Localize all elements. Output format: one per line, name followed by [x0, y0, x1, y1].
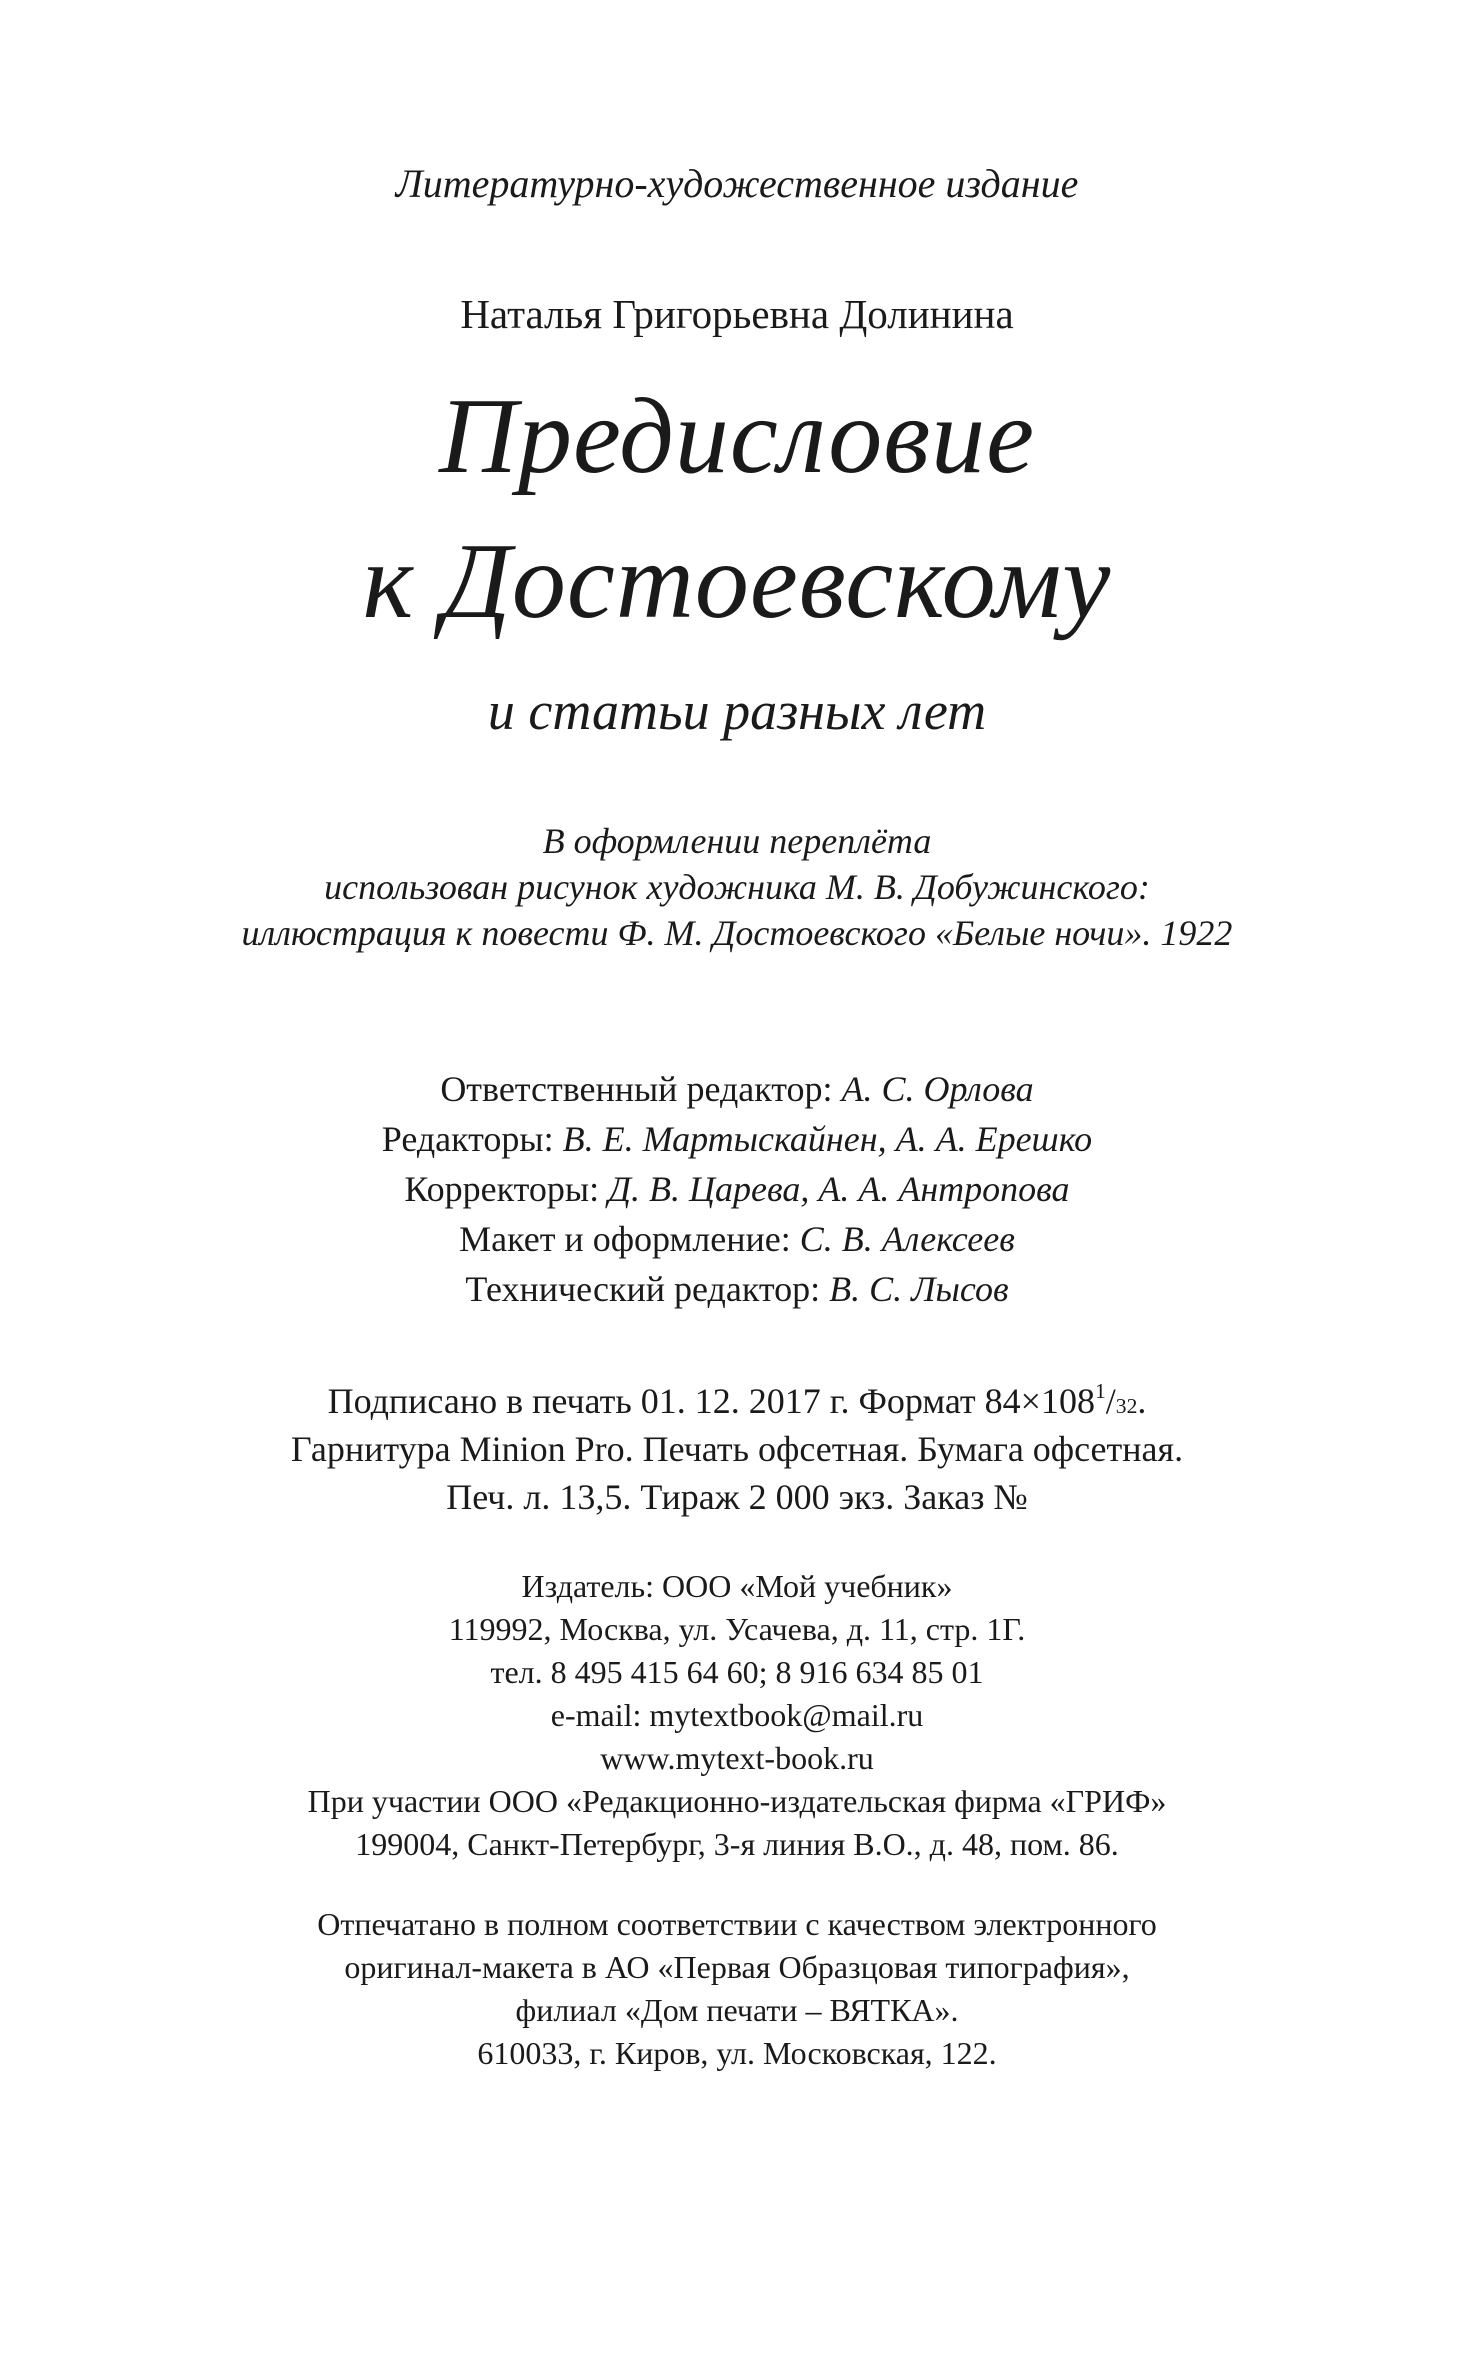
credit-role: Макет и оформление:: [459, 1219, 791, 1259]
book-title-line-2: к Достоевскому: [362, 522, 1112, 641]
credit-line: [0, 1068, 1474, 1110]
cover-note-line: использован рисунок художника М. В. Добужинского:: [324, 867, 1150, 907]
copublisher-line: При участии ООО «Редакционно-издательская фирма «ГРИФ»: [307, 1783, 1167, 1819]
publisher-address: 119992, Москва, ул. Усачева, д. 11, стр. 1Г.: [448, 1611, 1026, 1647]
publisher-phone: тел. 8 495 415 64 60; 8 916 634 85 01: [490, 1654, 984, 1690]
genre-label: Литературно-художественное издание: [395, 161, 1079, 206]
print-format-line: [0, 1380, 1474, 1422]
book-title-line-1: Предисловие: [438, 377, 1036, 496]
credit-name: С. В. Алексеев: [799, 1219, 1015, 1259]
publisher-website: www.mytext-book.ru: [600, 1740, 874, 1776]
author-name: Наталья Григорьевна Долинина: [460, 291, 1014, 337]
credit-role: Корректоры:: [404, 1169, 600, 1209]
printer-line: Отпечатано в полном соответствии с качеством электронного: [317, 1906, 1157, 1942]
book-subtitle: и статьи разных лет: [487, 681, 987, 741]
copublisher-address: 199004, Санкт-Петербург, 3-я линия В.О., д. 48, пом. 86.: [355, 1826, 1119, 1862]
credit-line: [0, 1118, 1474, 1160]
format-text: Подписано в печать 01. 12. 2017 г. Формат 84×108: [327, 1381, 1095, 1421]
credit-line: [0, 1268, 1474, 1310]
printer-address: 610033, г. Киров, ул. Московская, 122.: [477, 2035, 997, 2071]
credit-name: В. Е. Мартыскайнен, А. А. Ерешко: [562, 1119, 1093, 1159]
publisher-line: Издатель: ООО «Мой учебник»: [521, 1568, 953, 1604]
printer-line: филиал «Дом печати – ВЯТКА».: [515, 1992, 959, 2028]
printer-line: оригинал-макета в АО «Первая Образцовая типография»,: [344, 1949, 1130, 1985]
format-fraction-denominator: 32: [1115, 1394, 1138, 1418]
credit-name: В. С. Лысов: [829, 1269, 1009, 1309]
credit-line: [0, 1218, 1474, 1260]
publisher-email: e-mail: mytextbook@mail.ru: [550, 1697, 924, 1733]
credit-role: Ответственный редактор:: [440, 1069, 833, 1109]
format-fraction-slash: /: [1105, 1381, 1116, 1421]
credit-line: [0, 1168, 1474, 1210]
format-period: .: [1137, 1381, 1147, 1421]
credit-name: Д. В. Царева, А. А. Антропова: [608, 1169, 1070, 1209]
credit-name: А. С. Орлова: [841, 1069, 1034, 1109]
cover-note-line: иллюстрация к повести Ф. М. Достоевского «Белые ночи». 1922: [241, 913, 1233, 953]
credit-role: Редакторы:: [381, 1119, 554, 1159]
credit-role: Технический редактор:: [465, 1269, 821, 1309]
typeface-line: Гарнитура Minion Pro. Печать офсетная. Бумага офсетная.: [290, 1429, 1184, 1469]
format-fraction-numerator: 1: [1094, 1378, 1106, 1403]
cover-note-line: В оформлении переплёта: [542, 821, 932, 861]
print-run-line: Печ. л. 13,5. Тираж 2 000 экз. Заказ №: [446, 1477, 1028, 1517]
